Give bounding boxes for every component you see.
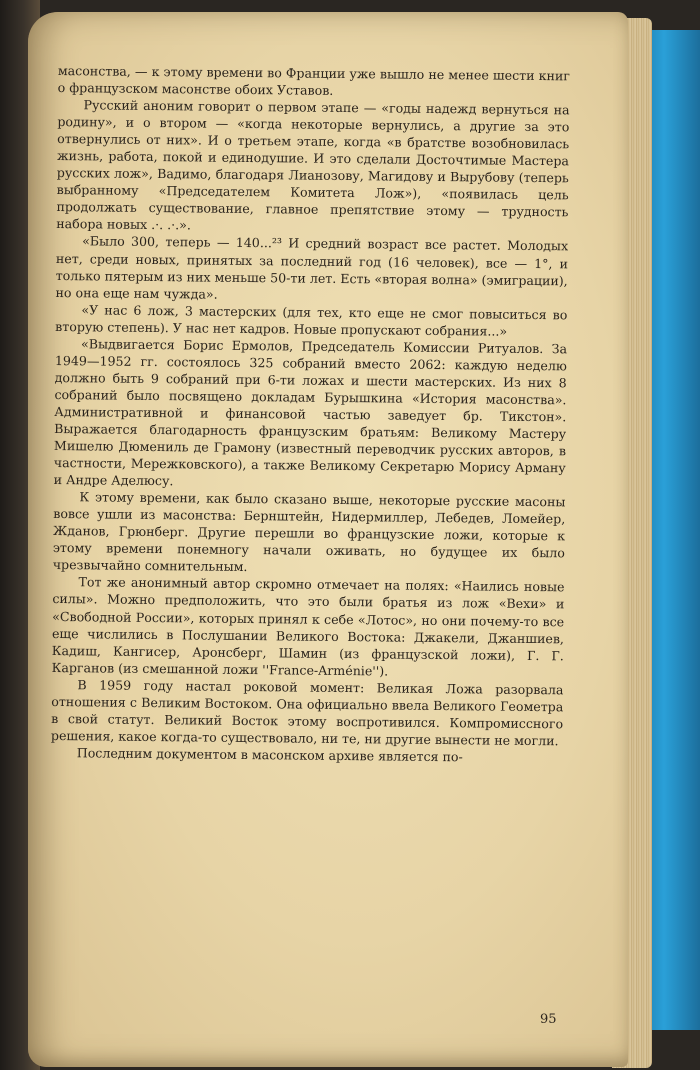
paragraph: «У нас 6 лож, 3 мастерских (для тех, кто еще не смог повыситься во вторую степень). У нас нет кадров. Новые пропускают собрания...» bbox=[55, 301, 568, 339]
paragraph: «Выдвигается Борис Ермолов, Председатель Комиссии Ритуалов. За 1949—1952 гг. состоялось 325 собраний вместо 2062: каждую неделю должно быть 9 собраний при 6-ти ложах и шести мастерских. Из них 8 собраний было посвящено докладам Бурышкина «История масонства». Административной и финансовой частью заведует бр. Тикстон». Выражается благодарность французским братьям: Великому Мастеру Мишелю Дюмениль де Грамону (известный переводчик русских авторов, в частности, Мережковского), а также Великому Секретарю Морису Арману и Андре Аделюсу. bbox=[53, 336, 568, 489]
paragraph: В 1959 году настал роковой момент: Великая Ложа разорвала отношения с Великим Востоком. Она официально ввела Великого Геометра в свой статут. Великий Восток этому воспротивился. Компромиссного решения, какое когда-то существовало, ни те, ни другие вынести не могли. bbox=[50, 676, 564, 749]
paragraph: Русский аноним говорит о первом этапе — «годы надежд вернуться на родину», и о втором — «когда некоторые вернулись, а другие за это отвернулись от них». И о третьем этапе, когда «в братстве возобновилась жизнь, работа, покой и единодушие. И это сделали Досточтимые Мастера русских лож», Вадимо, благодаря Лианозову, Магидову и Вырубову (теперь выбранному «Председателем Комитета Лож»), «появилась цель продолжать существование, главное препятствие этому — трудность набора новых .·. .·.». bbox=[56, 97, 570, 233]
page-text bbox=[51, 62, 570, 766]
paragraph: Последним документом в масонском архиве является по- bbox=[76, 745, 463, 765]
paragraph: масонства, — к этому времени во Франции уже вышло не менее шести книг о французском масонстве обоих Уставов. bbox=[57, 62, 570, 98]
page-number: 95 bbox=[540, 1012, 557, 1027]
paragraph: «Было 300, теперь — 140...²³ И средний возраст все растет. Молодых нет, среди новых, принятых за последний год (16 человек), все — 1°, и только пятерым из них меньше 50-ти лет. Есть «вторая волна» (эмиграции), но она еще нам чужда». bbox=[55, 233, 569, 302]
paragraph: К этому времени, как было сказано выше, некоторые русские масоны вовсе ушли из масонства: Бернштейн, Нидермиллер, Лебедев, Ломейер, Жданов, Грюнберг. Другие перешли во французские ложи, которые к этому времени понемногу начали оживать, но будущее их было чрезвычайно сомнительным. bbox=[52, 489, 566, 575]
paragraph: Тот же анонимный автор скромно отмечает на полях: «Наились новые силы». Можно предположить, что это были братья из лож «Вехи» и «Свободной России», которых принял к себе «Лотос», но они почему-то все еще числились в Послушании Великого Востока: Джакели, Джаншиев, Кадиш, Кангисер, Аронсберг, Шамин (из французской ложи), Г. Г. Карганов (из смешанной ложи ''France-Arménie''). bbox=[51, 574, 565, 679]
